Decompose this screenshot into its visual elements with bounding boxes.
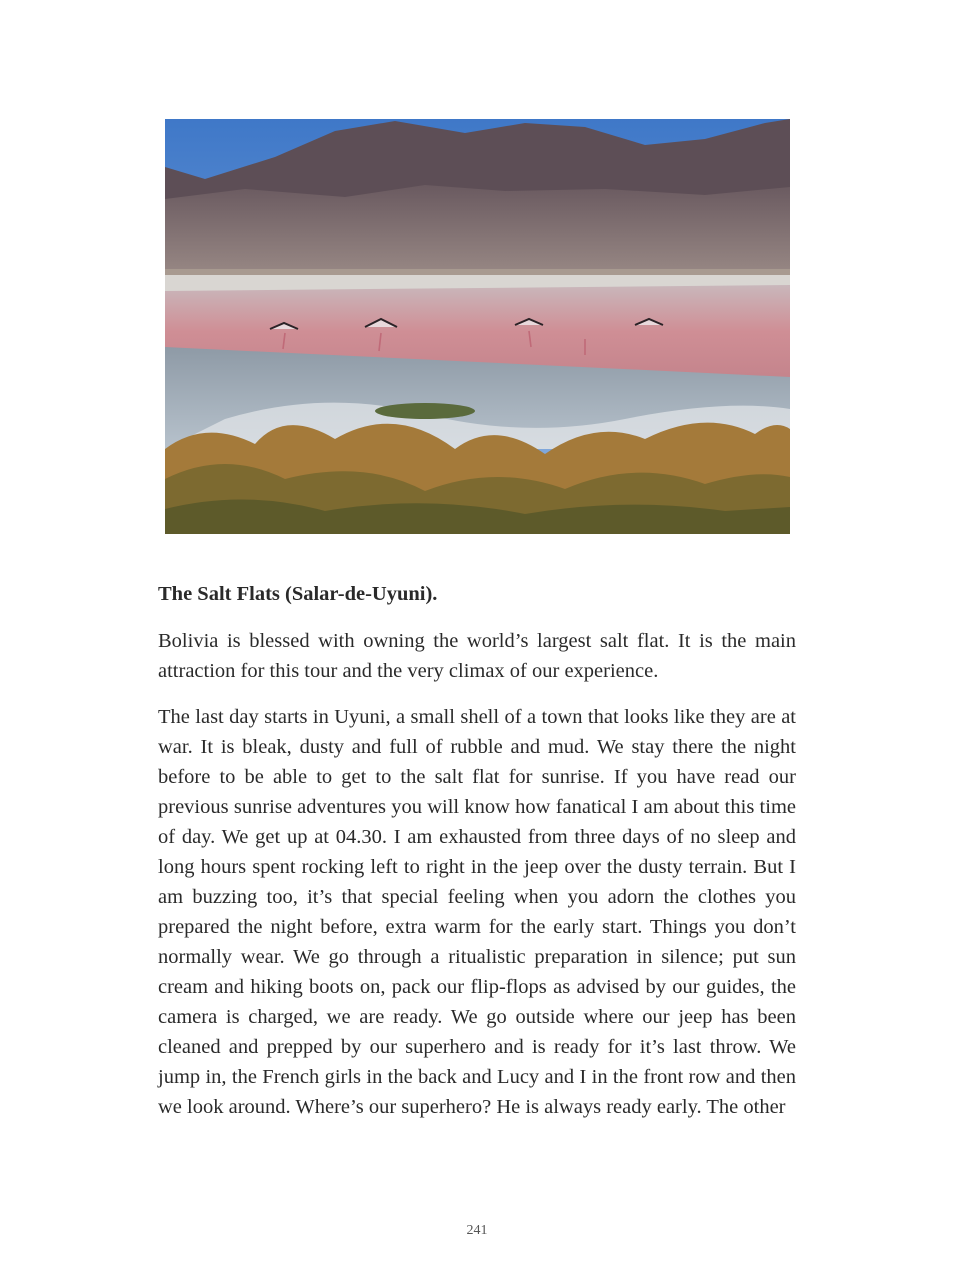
flamingo-lagoon-photo — [165, 119, 790, 534]
paragraph-last-day: The last day starts in Uyuni, a small shell of a town that looks like they are at war. It is bleak, dusty and full of rubble and mud. We stay there the night before to be able to get to the salt flat for sunrise. If you have read our previous sunrise adventures you will know how fanatical I am about this time of day. We get up at 04.30. I am exhausted from three days of no sleep and long hours spent rocking left to right in the jeep over the dusty terrain. But I am buzzing too, it’s that special feeling when you adorn the clothes you prepared the night before, extra warm for the early start. Things you don’t normally wear. We go through a ritualistic preparation in silence; put sun cream and hiking boots on, pack our flip-flops as advised by our guides, the camera is charged, we are ready. We go outside where our jeep has been cleaned and prepped by our superhero and is ready for it’s last throw. We jump in, the French girls in the back and Lucy and I in the front row and then we look around. Where’s our superhero? He is always ready early. The other — [158, 706, 796, 1118]
lagoon-illustration — [165, 119, 790, 534]
section-title: The Salt Flats (Salar-de-Uyuni). — [158, 583, 438, 605]
page-number: 241 — [466, 1223, 488, 1238]
paragraph-intro: Bolivia is blessed with owning the world’s largest salt flat. It is the main attraction for this tour and the very climax of our experience. — [158, 630, 796, 682]
